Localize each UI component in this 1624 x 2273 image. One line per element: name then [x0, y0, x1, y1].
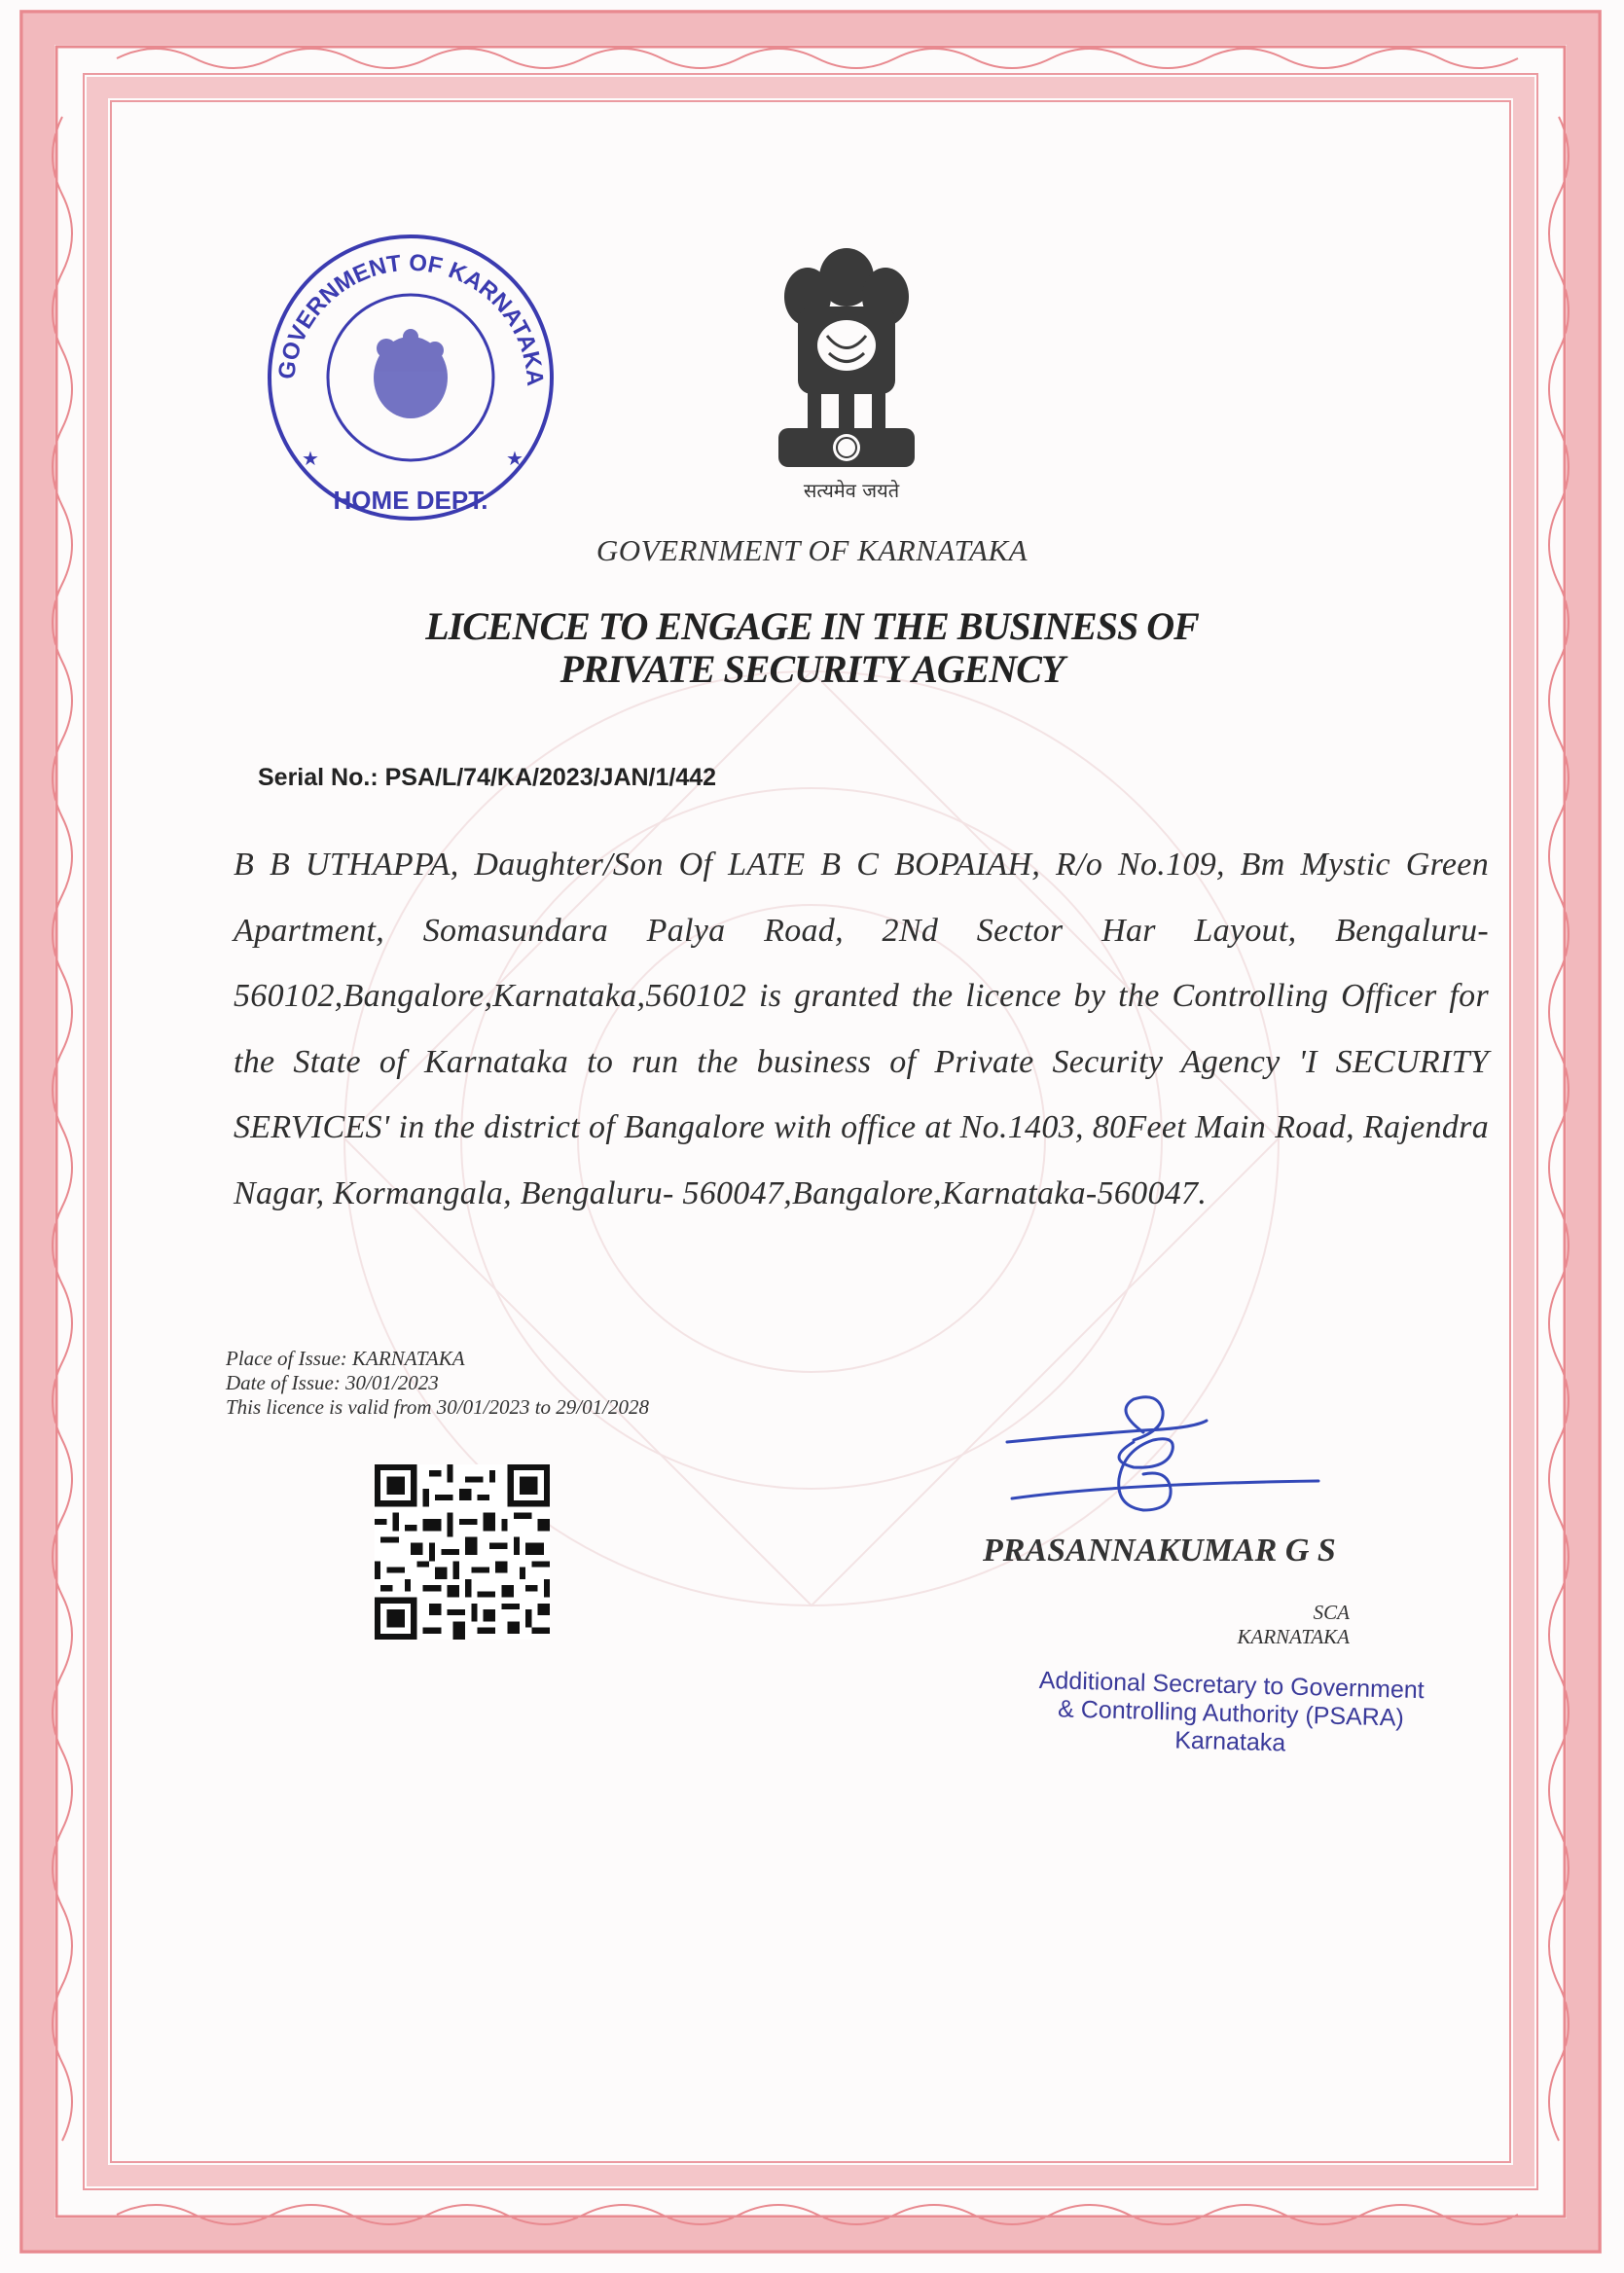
- qr-code: [375, 1464, 550, 1640]
- signature: [997, 1391, 1328, 1547]
- title-line-1: LICENCE TO ENGAGE IN THE BUSINESS OF: [425, 604, 1199, 648]
- authority-stamp: [1001, 1666, 1461, 1762]
- government-seal: [255, 222, 566, 533]
- validity-period: This licence is valid from 30/01/2023 to 29/01/2028: [226, 1395, 649, 1419]
- issue-details: [226, 1347, 649, 1420]
- government-heading: GOVERNMENT OF KARNATAKA: [595, 533, 1029, 567]
- state-emblem-icon: [759, 238, 934, 511]
- licence-body: B B UTHAPPA, Daughter/Son Of LATE B C BOPAIAH, R/o No.109, Bm Mystic Green Apartment, Somasundara Palya Road, 2Nd Sector Har Layout, Bengaluru-560102,Bangalore,Karnataka,560102 is granted the licence by the Controlling Officer for the State of Karnataka to run the business of Private Security Agency 'I SECURITY SERVICES' in the district of Bangalore with office at No.1403, 80Feet Main Road, Rajendra Nagar, Kormangala, Bengaluru- 560047,Bangalore,Karnataka-560047.: [234, 847, 1489, 1211]
- seal-text-top: GOVERNMENT OF KARNATAKA: [273, 249, 549, 387]
- serial-number: [258, 764, 716, 792]
- signatory-name: PRASANNAKUMAR G S: [983, 1533, 1336, 1569]
- seal-text-bottom: HOME DEPT.: [333, 486, 488, 515]
- stamp-line-3: Karnataka: [1173, 1726, 1286, 1757]
- date-of-issue: Date of Issue: 30/01/2023: [226, 1371, 439, 1394]
- serial-value: PSA/L/74/KA/2023/JAN/1/442: [384, 764, 717, 791]
- designation-line-1: SCA: [1313, 1601, 1350, 1624]
- emblem-motto: सत्यमेव जयते: [803, 479, 900, 502]
- designation-line-2: KARNATAKA: [1237, 1625, 1350, 1648]
- stamp-line-1: Additional Secretary to Government: [1038, 1666, 1426, 1705]
- svg-text:★: ★: [302, 449, 319, 470]
- signatory-designation: [1238, 1601, 1351, 1649]
- title-line-2: PRIVATE SECURITY AGENCY: [559, 647, 1065, 691]
- page-title: [0, 605, 1624, 691]
- svg-text:★: ★: [506, 449, 523, 470]
- stamp-line-2: & Controlling Authority (PSARA): [1057, 1695, 1405, 1732]
- place-of-issue: Place of Issue: KARNATAKA: [226, 1347, 465, 1370]
- serial-label: Serial No.:: [258, 764, 379, 791]
